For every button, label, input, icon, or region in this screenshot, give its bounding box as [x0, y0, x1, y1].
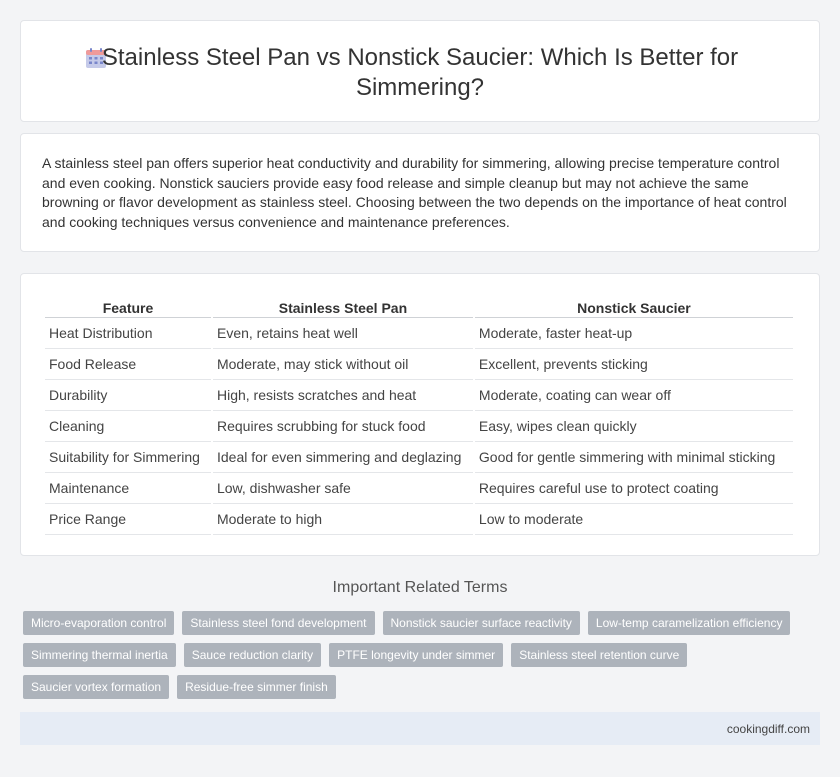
table-row	[45, 504, 793, 535]
table-cell: Suitability for Simmering	[45, 442, 211, 473]
table-cell: Low to moderate	[475, 504, 793, 535]
table-row	[45, 380, 793, 411]
table-cell: Maintenance	[45, 473, 211, 504]
related-term-tag[interactable]: Micro-evaporation control	[23, 611, 174, 635]
table-cell: Heat Distribution	[45, 318, 211, 349]
table-cell: Requires scrubbing for stuck food	[213, 411, 473, 442]
related-term-tag[interactable]: Simmering thermal inertia	[23, 643, 176, 667]
table-cell: Food Release	[45, 349, 211, 380]
title-card	[20, 20, 820, 122]
related-term-tag[interactable]: PTFE longevity under simmer	[329, 643, 503, 667]
comparison-card	[20, 273, 820, 556]
table-row	[45, 442, 793, 473]
site-link[interactable]: cookingdiff.com	[726, 722, 810, 736]
table-cell: Easy, wipes clean quickly	[475, 411, 793, 442]
related-term-tag[interactable]: Saucier vortex formation	[23, 675, 169, 699]
table-cell: Ideal for even simmering and deglazing	[213, 442, 473, 473]
related-terms-heading: Important Related Terms	[332, 579, 508, 596]
related-term-tag[interactable]: Residue-free simmer finish	[177, 675, 336, 699]
column-header: Feature	[45, 296, 211, 318]
table-cell: Moderate, faster heat-up	[475, 318, 793, 349]
table-cell: Durability	[45, 380, 211, 411]
table-cell: Even, retains heat well	[213, 318, 473, 349]
related-term-tag[interactable]: Stainless steel retention curve	[511, 643, 687, 667]
table-row	[45, 473, 793, 504]
related-terms-list	[23, 611, 803, 707]
table-cell: Low, dishwasher safe	[213, 473, 473, 504]
related-term-tag[interactable]: Low-temp caramelization efficiency	[588, 611, 791, 635]
related-term-tag[interactable]: Stainless steel fond development	[182, 611, 374, 635]
table-cell: Moderate, coating can wear off	[475, 380, 793, 411]
intro-paragraph: A stainless steel pan offers superior heat conductivity and durability for simmering, allowing precise temperature control and even cooking. Nonstick sauciers provide easy food release and simple cleanup but may not achieve the same browning or flavor development as stainless steel. Choosing between the two depends on the importance of heat control and cooking techniques versus convenience and maintenance preferences.	[42, 155, 787, 230]
related-term-tag[interactable]: Sauce reduction clarity	[184, 643, 321, 667]
table-header-row	[45, 296, 793, 318]
related-term-tag[interactable]: Nonstick saucier surface reactivity	[383, 611, 580, 635]
table-cell: Excellent, prevents sticking	[475, 349, 793, 380]
table-cell: Cleaning	[45, 411, 211, 442]
table-row	[45, 349, 793, 380]
column-header: Stainless Steel Pan	[213, 296, 473, 318]
column-header: Nonstick Saucier	[475, 296, 793, 318]
table-cell: Requires careful use to protect coating	[475, 473, 793, 504]
table-cell: Good for gentle simmering with minimal sticking	[475, 442, 793, 473]
footer	[20, 712, 820, 745]
intro-card	[20, 133, 820, 252]
table-cell: High, resists scratches and heat	[213, 380, 473, 411]
page-title: Stainless Steel Pan vs Nonstick Saucier: Which Is Better for Simmering?	[101, 44, 739, 101]
table-row	[45, 411, 793, 442]
table-cell: Moderate, may stick without oil	[213, 349, 473, 380]
table-row	[45, 318, 793, 349]
table-cell: Price Range	[45, 504, 211, 535]
table-cell: Moderate to high	[213, 504, 473, 535]
comparison-table	[43, 296, 795, 535]
